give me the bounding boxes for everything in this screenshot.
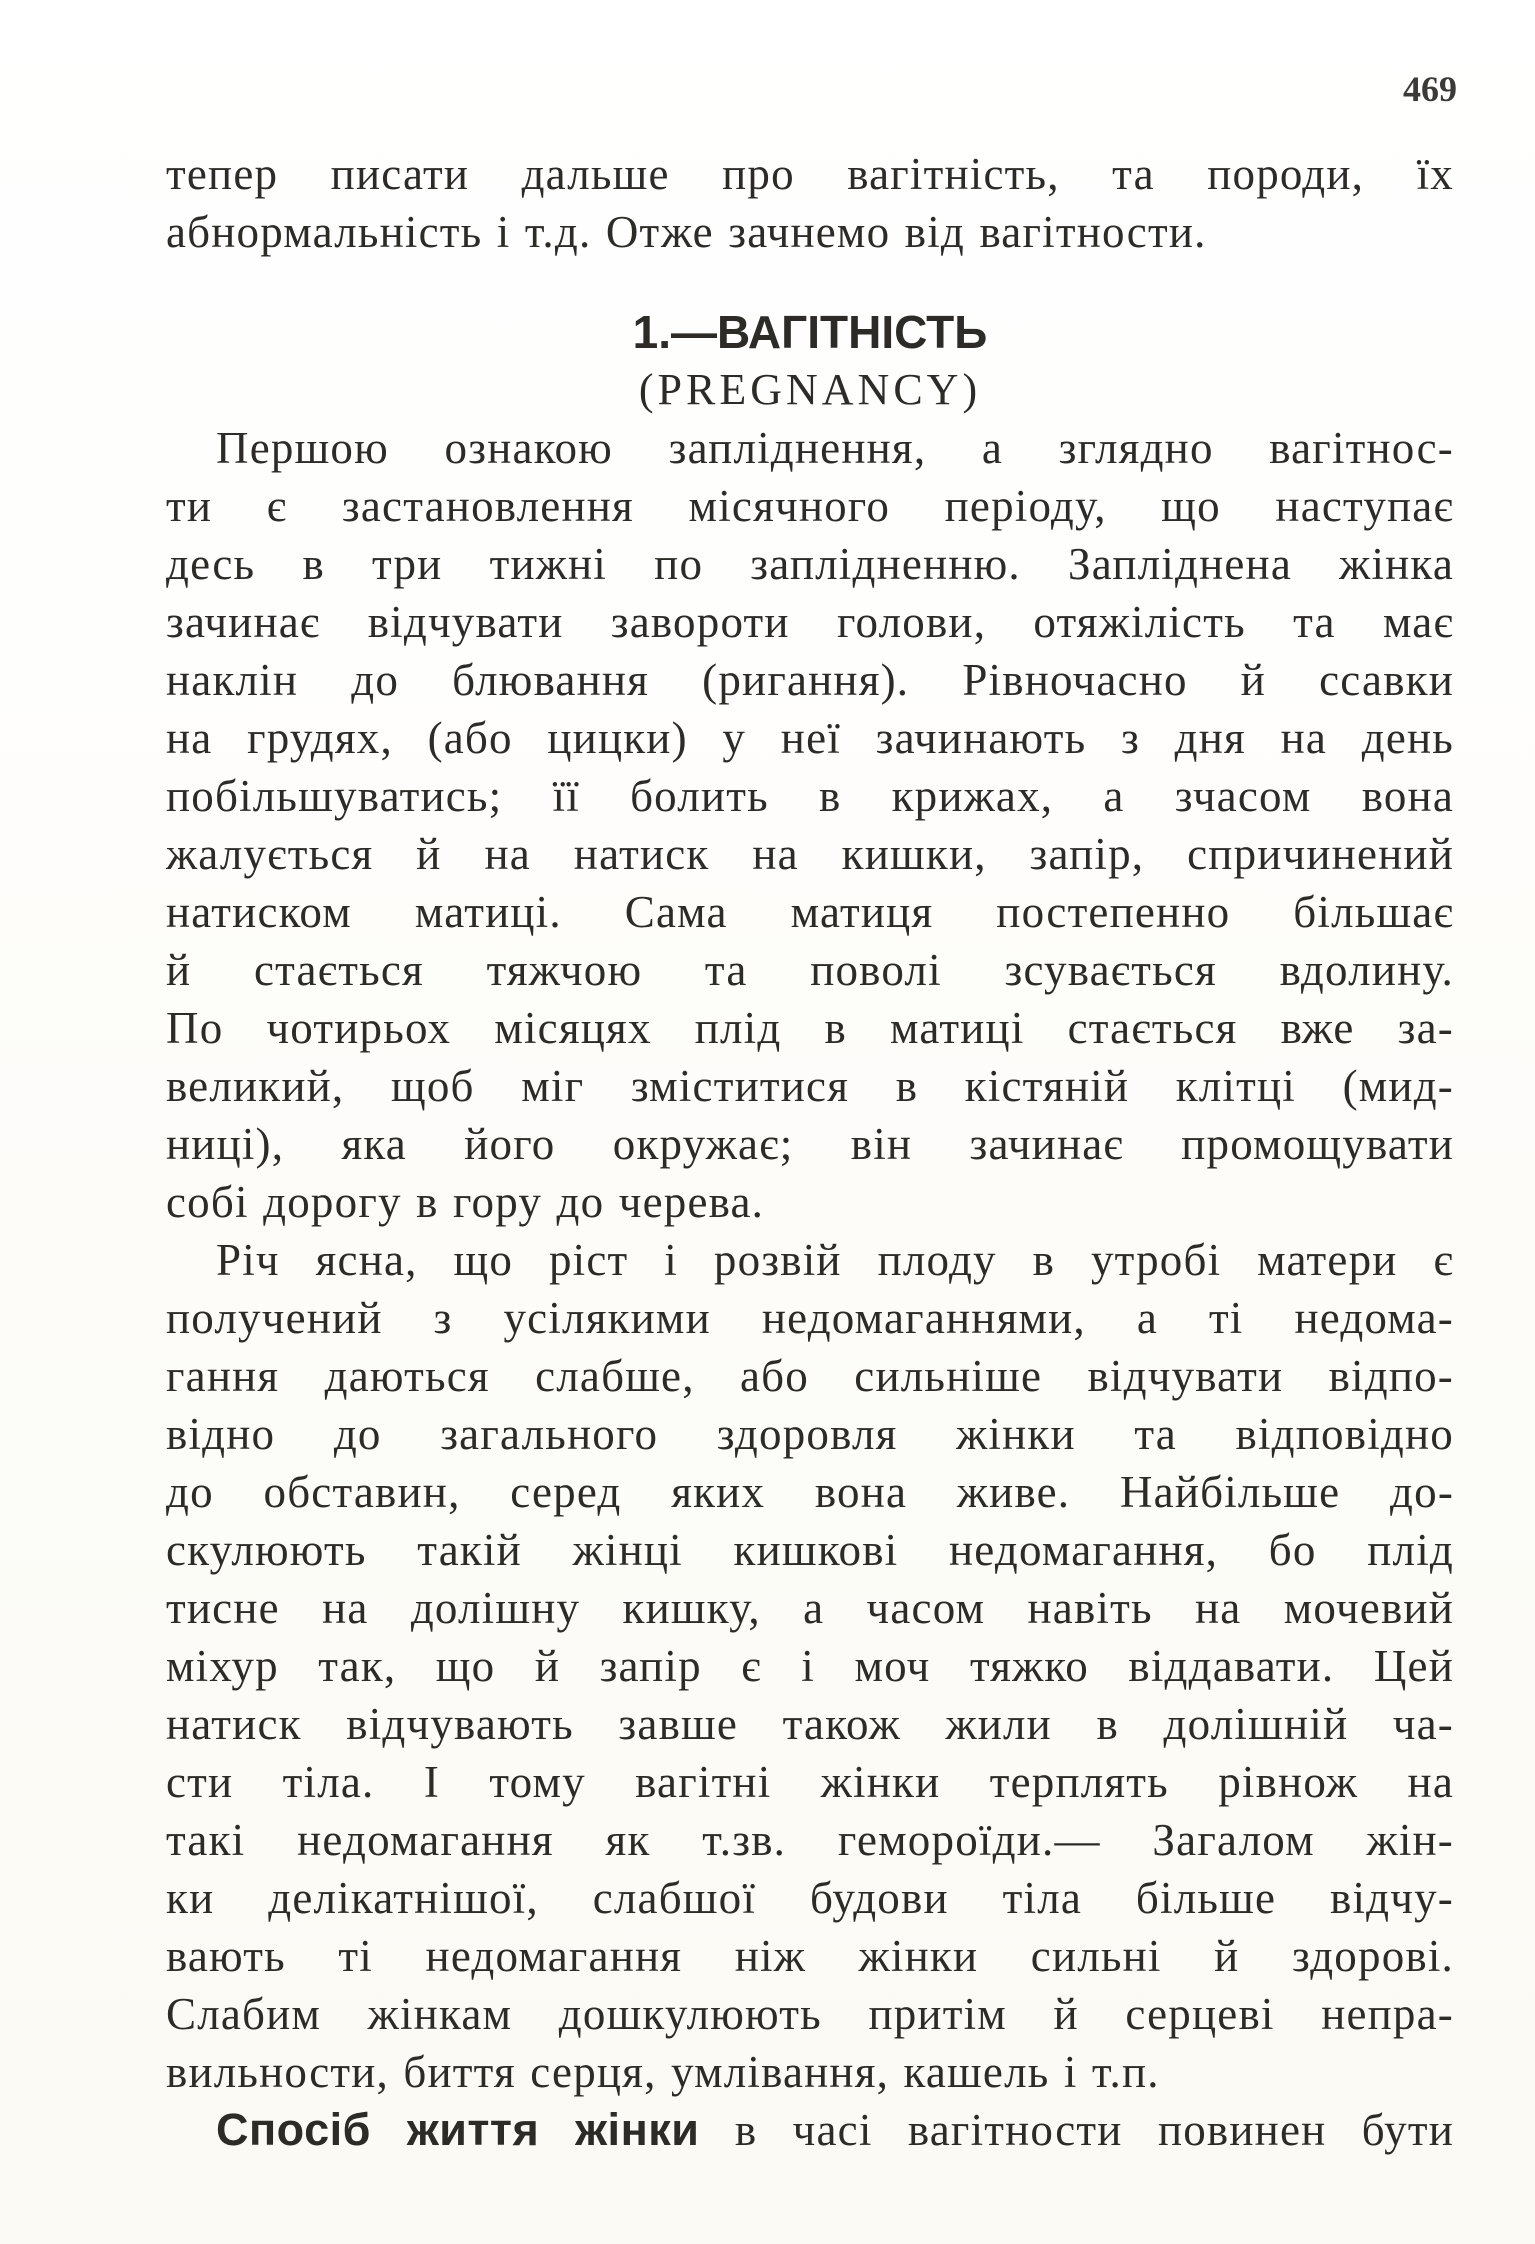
paragraph2-line: скулюють такій жінці кишкові недомагання, бо плід	[166, 1525, 1454, 1575]
paragraph2-line: вають ті недомагання ніж жінки сильні й здорові.	[166, 1931, 1454, 1981]
paragraph1-line: жалується й на натиск на кишки, запір, спричинений	[166, 829, 1454, 879]
paragraph3-bold-lead: Спосіб життя жінки	[216, 2104, 700, 2155]
intro-line-2: абнормальність і т.д. Отже зачнемо від вагітности.	[166, 207, 1207, 257]
page-text	[166, 145, 1454, 2159]
paragraph1-line: натиском матиці. Сама матиця постепенно більшає	[166, 887, 1454, 937]
page-number: 469	[1403, 69, 1457, 109]
intro-line-1: тепер писати дальше про вагітність, та породи, їх	[166, 149, 1454, 199]
paragraph2-line: Річ ясна, що ріст і розвій плоду в утробі матери є	[216, 1235, 1454, 1285]
paragraph2-line: до обставин, серед яких вона живе. Найбільше до-	[166, 1467, 1454, 1517]
paragraph1-line: зачинає відчувати завороти голови, отяжілість та має	[166, 597, 1454, 647]
paragraph1-line: великий, щоб міг зміститися в кістяній клітці (мид-	[166, 1061, 1454, 1111]
paragraph2-line: тисне на долішну кишку, а часом навіть на мочевий	[166, 1583, 1454, 1633]
paragraph1-line: й стається тяжчою та поволі зсувається вдолину.	[166, 945, 1454, 995]
paragraph2-line: відно до загального здоровля жінки та відповідно	[166, 1409, 1454, 1459]
paragraph1-line: десь в три тижні по заплідненню. Запліднена жінка	[166, 539, 1454, 589]
paragraph1-line: Першою ознакою запліднення, а зглядно вагітнос-	[216, 423, 1454, 473]
paragraph3-rest: в часі вагітности повинен бути	[699, 2105, 1454, 2155]
paragraph2-line: гання даються слабше, або сильніше відчувати відпо-	[166, 1351, 1454, 1401]
section-subtitle: (PREGNANCY)	[638, 365, 982, 414]
paragraph1-line: побільшуватись; її болить в крижах, а зчасом вона	[166, 771, 1454, 821]
paragraph2-line: натиск відчувають завше також жили в долішній ча-	[166, 1699, 1454, 1749]
paragraph1-line: ти є застановлення місячного періоду, що наступає	[166, 481, 1454, 531]
paragraph2-line: ки делікатнішої, слабшої будови тіла більше відчу-	[166, 1873, 1454, 1923]
paragraph2-line: вильности, биття серця, умлівання, кашель і т.п.	[166, 2047, 1160, 2097]
paragraph3-line	[166, 2101, 1454, 2159]
paragraph2-line: сти тіла. І тому вагітні жінки терплять рівнож на	[166, 1757, 1454, 1807]
paragraph1-line: собі дорогу в гору до черева.	[166, 1177, 765, 1227]
paragraph1-line: ниці), яка його окружає; він зачинає промощувати	[166, 1119, 1454, 1169]
paragraph1-line: на грудях, (або цицки) у неї зачинають з дня на день	[166, 713, 1454, 763]
paragraph1-line: наклін до блювання (ригання). Рівночасно й ссавки	[166, 655, 1454, 705]
paragraph2-line: Слабим жінкам дошкулюють притім й серцеві непра-	[166, 1989, 1454, 2039]
paragraph1-line: По чотирьох місяцях плід в матиці стається вже за-	[166, 1003, 1454, 1053]
paragraph2-line: получений з усілякими недомаганнями, а ті недома-	[166, 1293, 1454, 1343]
paragraph2-line: міхур так, що й запір є і моч тяжко віддавати. Цей	[166, 1641, 1454, 1691]
paragraph2-line: такі недомагання як т.зв. гемороїди.— Загалом жін-	[166, 1815, 1454, 1865]
section-title: 1.—ВАГІТНІСТЬ	[632, 306, 988, 358]
